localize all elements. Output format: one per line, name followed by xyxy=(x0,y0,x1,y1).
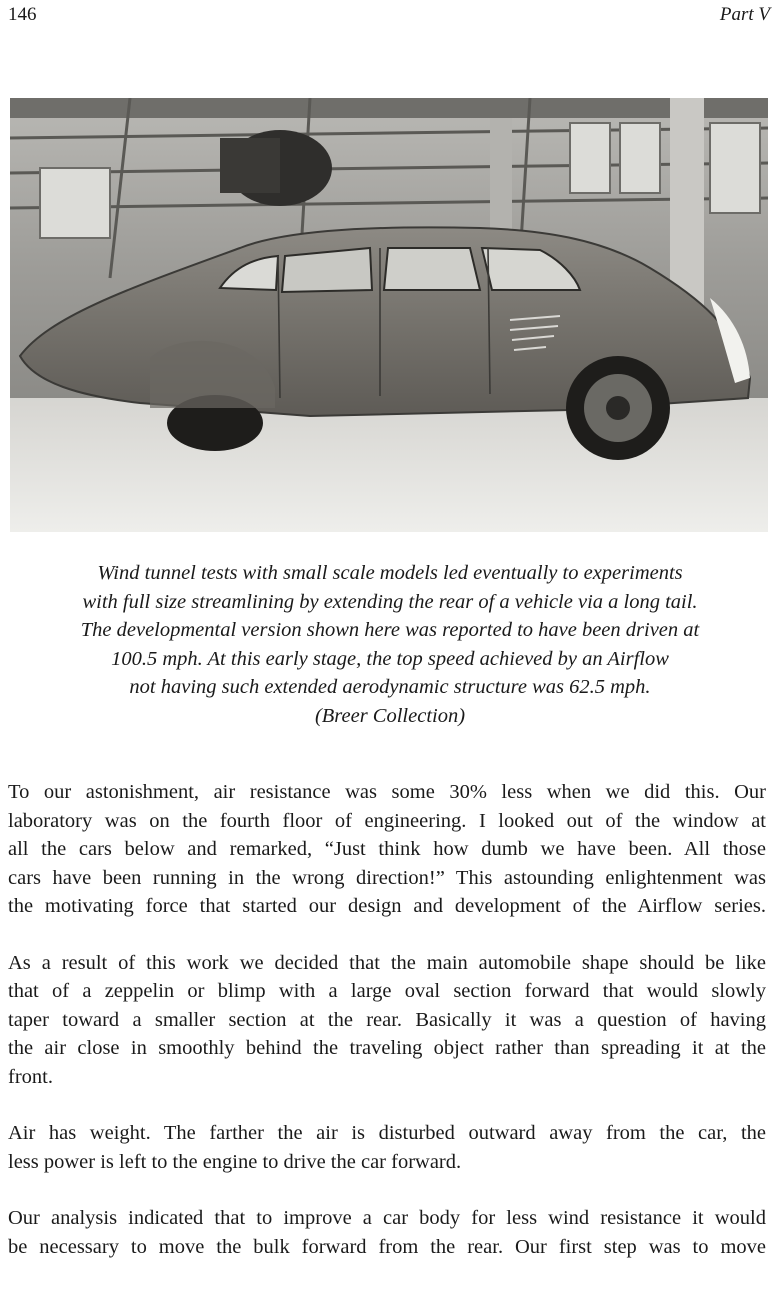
caption-line: not having such extended aerodynamic structure was 62.5 mph. xyxy=(129,676,651,698)
caption-credit: (Breer Collection) xyxy=(314,704,466,727)
caption-line: 100.5 mph. At this early stage, the top speed achieved by an Airflow xyxy=(111,647,669,670)
text-line: laboratory was on the fourth floor of engineering. I looked out of the window at xyxy=(8,809,766,832)
photo-caption xyxy=(20,559,760,730)
caption-line: The developmental version shown here was reported to have been driven at xyxy=(80,619,700,641)
text-line: the air close in smoothly behind the traveling object rather than spreading it at the xyxy=(8,1037,766,1059)
text-line: cars have been running in the wrong direction!” This astounding enlightenment was xyxy=(8,866,766,889)
page-header xyxy=(8,4,770,30)
body-text xyxy=(8,778,766,1289)
paragraph xyxy=(8,1204,766,1261)
page-number: 146 xyxy=(8,4,37,25)
text-line: As a result of this work we decided that the main automobile shape should be like xyxy=(8,951,766,974)
car-photo xyxy=(10,98,768,532)
text-line: less power is left to the engine to drive the car forward. xyxy=(8,1150,462,1173)
car-photo-illustration xyxy=(10,98,768,532)
text-line: Our analysis indicated that to improve a car body for less wind resistance it would xyxy=(8,1207,766,1229)
text-line: all the cars below and remarked, “Just think how dumb we have been. All those xyxy=(8,838,766,860)
text-line: be necessary to move the bulk forward from the rear. Our first step was to move xyxy=(8,1235,766,1258)
caption-line: with full size streamlining by extending the rear of a vehicle via a long tail. xyxy=(82,590,698,613)
text-line: that of a zeppelin or blimp with a large oval section forward that would slowly xyxy=(8,980,766,1002)
text-line: front. xyxy=(8,1065,53,1088)
part-label: Part V xyxy=(719,4,770,25)
text-line: taper toward a smaller section at the rear. Basically it was a question of having xyxy=(8,1008,766,1031)
paragraph xyxy=(8,949,766,1092)
paragraph xyxy=(8,1119,766,1176)
paragraph xyxy=(8,778,766,921)
text-line: the motivating force that started our design and development of the Airflow series. xyxy=(8,895,766,917)
text-line: Air has weight. The farther the air is disturbed outward away from the car, the xyxy=(8,1122,766,1144)
text-line: To our astonishment, air resistance was some 30% less when we did this. Our xyxy=(8,781,766,803)
caption-line: Wind tunnel tests with small scale models led eventually to experiments xyxy=(97,562,683,584)
